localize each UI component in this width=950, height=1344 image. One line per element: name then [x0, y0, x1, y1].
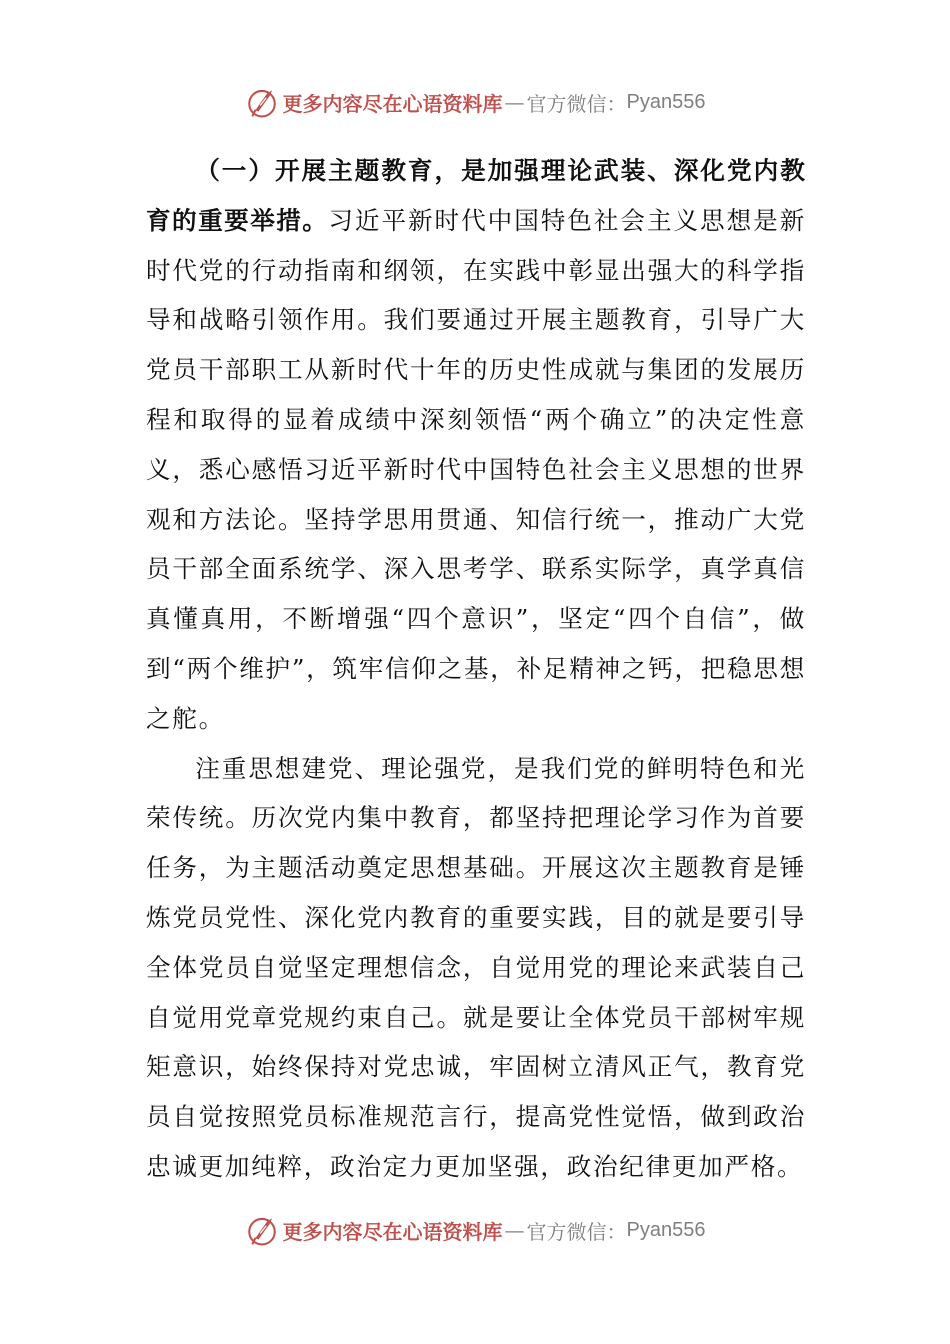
header-watermark: [0, 82, 950, 122]
paragraph-2: [146, 744, 806, 1192]
watermark-brand-text: 更多内容尽在心语资料库: [282, 91, 503, 116]
watermark-wechat-id: Pyan556: [626, 1218, 706, 1241]
paragraph-1-text: 习近平新时代中国特色社会主义思想是新时代党的行动指南和纲领，在实践中彰显出强大的科学指导和战略引领作用。我们要通过开展主题教育，引导广大党员干部职工从新时代十年的历史性成就与集团的发展历程和取得的显着成绩中深刻领悟“两个确立”的决定性意义，悉心感悟习近平新时代中国特色社会主义思想的世界观和方法论。坚持学思用贯通、知信行统一，推动广大党员干部全面系统学、深入思考学、联系实际学，真学真信真懂真用，不断增强“四个意识”，坚定“四个自信”，做到“两个维护”，筑牢信仰之基，补足精神之钙，把稳思想之舵。: [146, 205, 806, 733]
paragraph-1: [146, 146, 806, 744]
footer-watermark: [0, 1210, 950, 1250]
document-body: [146, 146, 806, 1192]
watermark-brand-text: 更多内容尽在心语资料库: [282, 1219, 503, 1244]
watermark-label: 官方微信：: [526, 1219, 627, 1244]
paragraph-2-text: 注重思想建党、理论强党，是我们党的鲜明特色和光荣传统。历次党内集中教育，都坚持把理论学习作为首要任务，为主题活动奠定思想基础。开展这次主题教育是锤炼党员党性、深化党内教育的重要实践，目的就是要引导全体党员自觉坚定理想信念，自觉用党的理论来武装自己自觉用党章党规约束自己。就是要让全体党员干部树牢规矩意识，始终保持对党忠诚，牢固树立清风正气，教育党员自觉按照党员标准规范言行，提高党性觉悟，做到政治忠诚更加纯粹，政治定力更加坚强，政治纪律更加严格。: [146, 753, 806, 1181]
watermark-wechat-id: Pyan556: [626, 90, 706, 113]
watermark-label: 官方微信：: [526, 91, 627, 116]
quill-pen-logo-icon: [245, 1213, 279, 1247]
quill-pen-logo-icon: [245, 85, 279, 119]
paragraph-1-heading: （一）开展主题教育，是加强理论武装、深化党内教育的重要举措。: [146, 156, 806, 235]
watermark-dash: —: [504, 90, 525, 114]
watermark-dash: —: [504, 1218, 525, 1242]
